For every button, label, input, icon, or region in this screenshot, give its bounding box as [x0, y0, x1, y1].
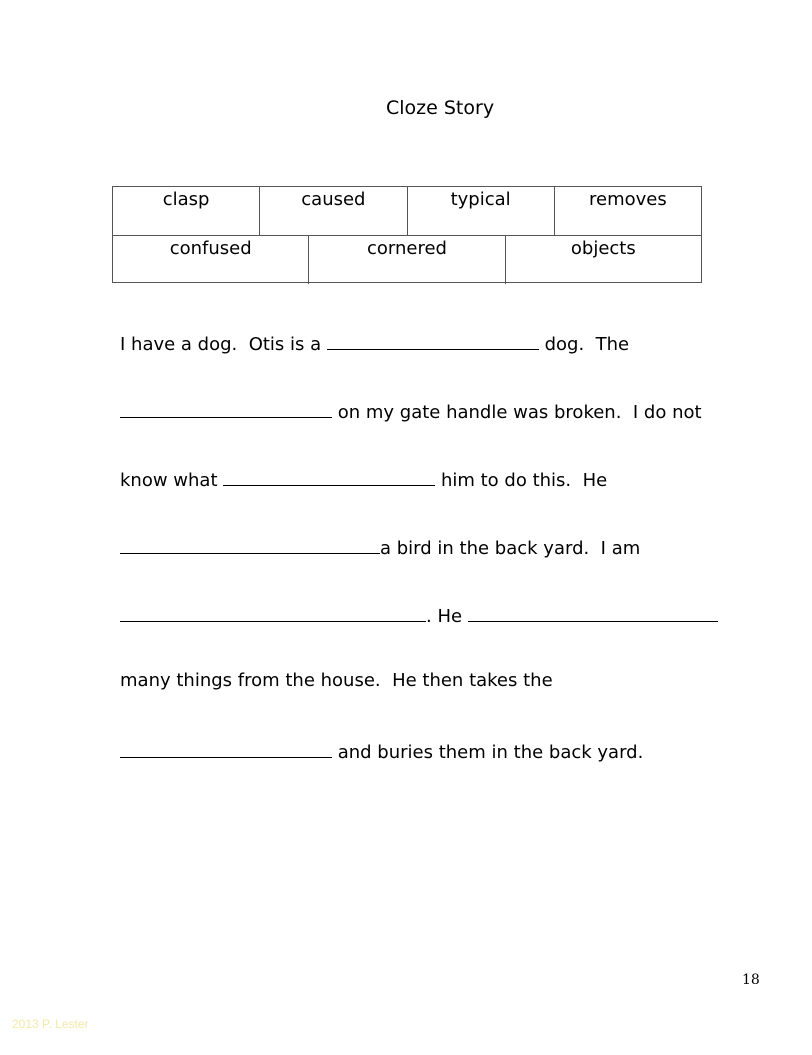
- answer-blank[interactable]: [120, 601, 426, 622]
- answer-blank[interactable]: [327, 329, 539, 350]
- page-title: Cloze Story: [386, 97, 495, 119]
- story-text: . He: [426, 606, 468, 627]
- story-text: on my gate handle was broken. I do not: [332, 402, 702, 423]
- story-text: a bird in the back yard. I am: [380, 538, 641, 559]
- word-bank-cell: clasp: [162, 189, 210, 210]
- answer-blank[interactable]: [120, 533, 380, 554]
- word-bank-cell: typical: [407, 187, 554, 235]
- answer-blank[interactable]: [223, 465, 435, 486]
- story-text: dog. The: [538, 334, 630, 355]
- story-text: know what: [120, 470, 224, 491]
- story-line: many things from the house. He then takes the: [120, 670, 553, 691]
- word-bank-row: [113, 187, 701, 235]
- story-line: [120, 737, 643, 765]
- story-line: [120, 329, 629, 357]
- story-line: [120, 397, 702, 425]
- word-bank-cell: removes: [554, 187, 701, 235]
- answer-blank[interactable]: [120, 397, 332, 418]
- copyright-watermark: 2013 P. Lester: [12, 1017, 89, 1031]
- page-number: 18: [742, 972, 760, 988]
- story-text: I have a dog. Otis is a: [120, 334, 327, 355]
- story-line: [120, 465, 607, 493]
- word-bank-cell: cornered: [308, 236, 504, 284]
- story-line: [120, 533, 640, 561]
- story-text: him to do this. He: [435, 470, 608, 491]
- answer-blank[interactable]: [120, 737, 332, 758]
- word-bank-table: [112, 186, 702, 283]
- story-line: [120, 601, 718, 629]
- story-text: and buries them in the back yard.: [332, 742, 644, 763]
- answer-blank[interactable]: [468, 601, 718, 622]
- word-bank-cell: objects: [505, 236, 701, 284]
- word-bank-cell: caused: [259, 187, 406, 235]
- word-bank-cell: confused: [169, 238, 252, 259]
- word-bank-row: [113, 235, 701, 284]
